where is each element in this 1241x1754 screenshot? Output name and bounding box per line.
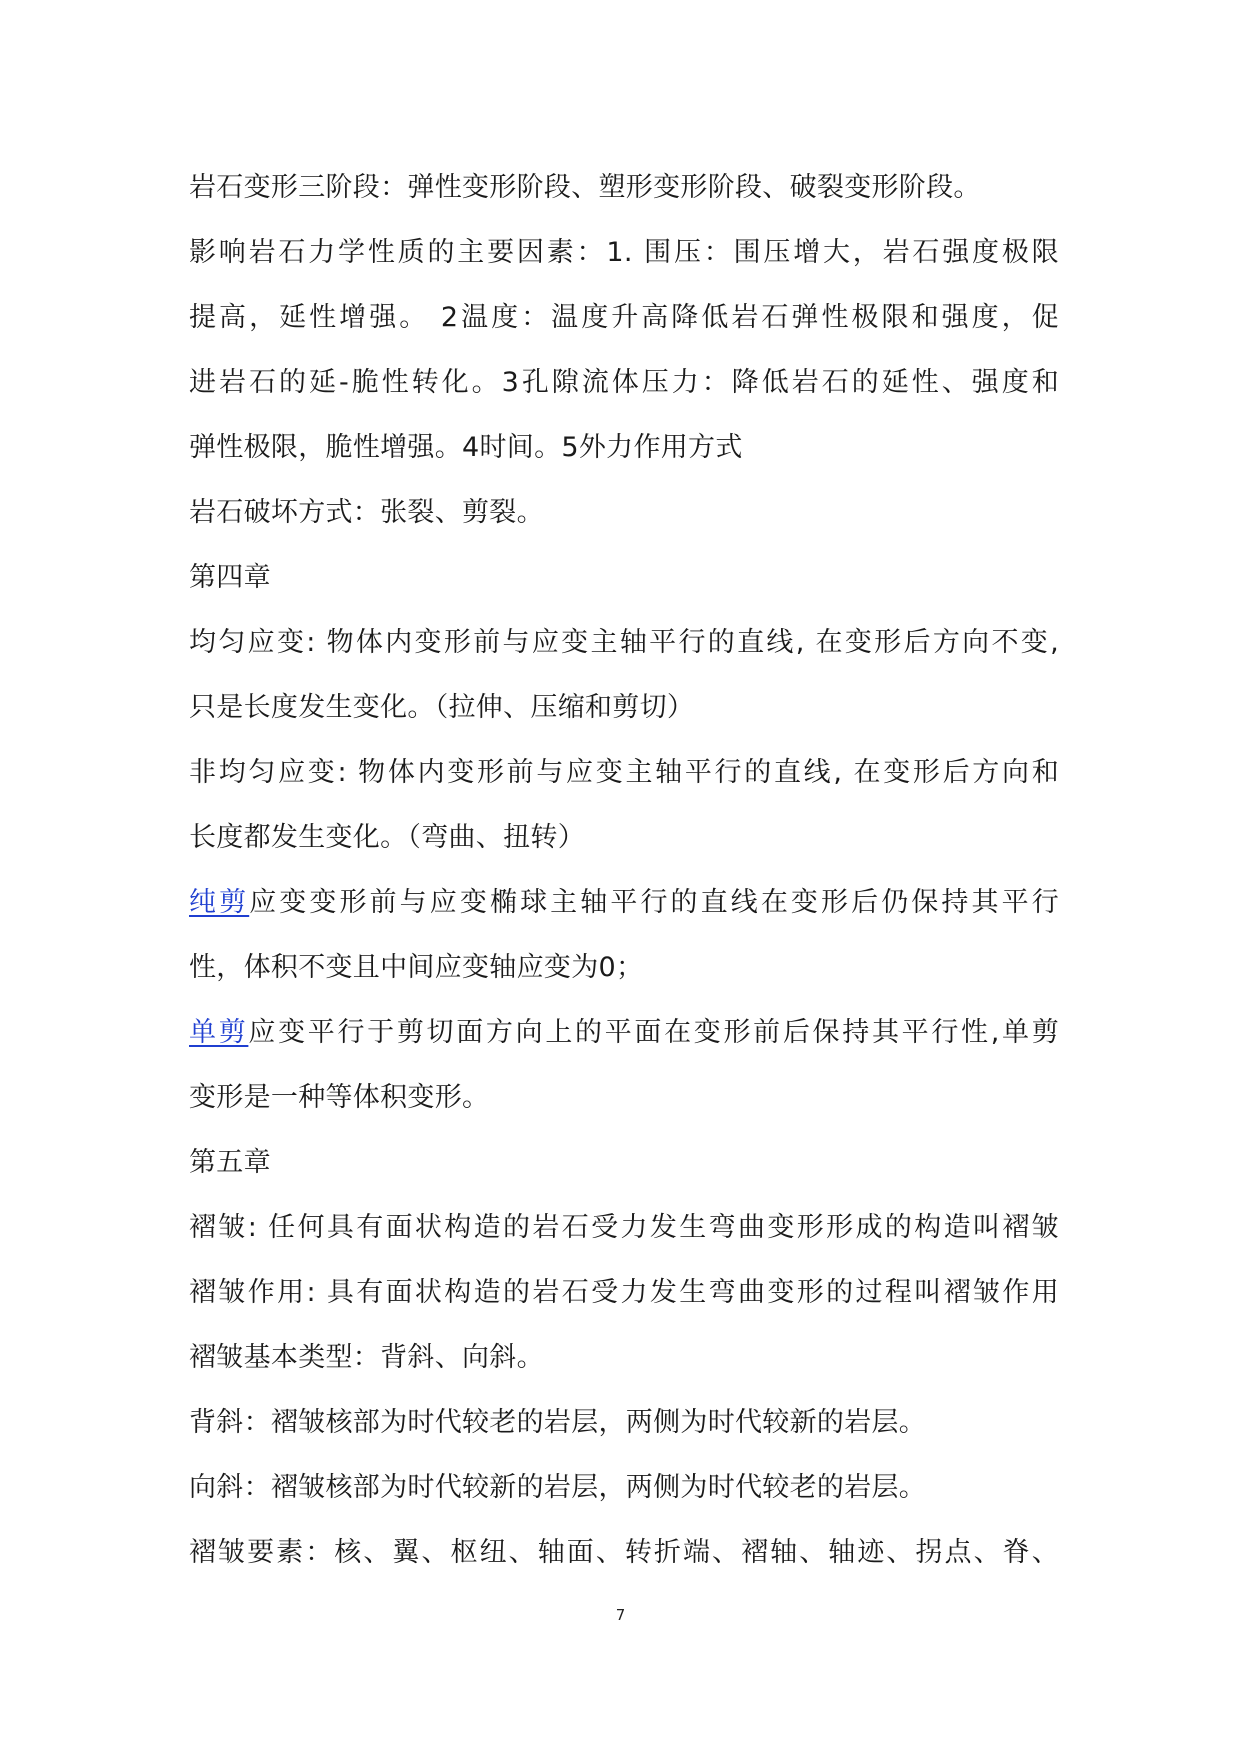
- text-line-folding-definition: 褶皱作用: 具有面状构造的岩石受力发生弯曲变形的过程叫褶皱作用: [189, 1277, 1059, 1308]
- text-line-fold-elements: 褶皱要素：核、翼、枢纽、轴面、转折端、褶轴、轴迹、拐点、脊、: [189, 1537, 1059, 1568]
- text-line-heterogeneous-strain: 非均匀应变: 物体内变形前与应变主轴平行的直线, 在变形后方向和: [189, 757, 1059, 788]
- text-line-pure-shear: [189, 870, 1059, 935]
- text-line-homogeneous-strain-cont: 只是长度发生变化。（拉伸、压缩和剪切）: [189, 692, 695, 723]
- chapter-heading-4: 第四章: [189, 562, 271, 593]
- simple-shear-link[interactable]: 单剪: [189, 1017, 249, 1048]
- pure-shear-text: 应变变形前与应变椭球主轴平行的直线在变形后仍保持其平行: [249, 887, 1059, 918]
- text-line-pure-shear-cont: 性，体积不变且中间应变轴应变为0；: [189, 952, 644, 983]
- pure-shear-link[interactable]: 纯剪: [189, 887, 250, 918]
- text-line-anticline: 背斜：褶皱核部为时代较老的岩层，两侧为时代较新的岩层。: [189, 1407, 927, 1438]
- page-number: 7: [615, 1606, 626, 1624]
- text-line-simple-shear-cont: 变形是一种等体积变形。: [189, 1082, 490, 1113]
- chapter-heading-5: 第五章: [189, 1147, 271, 1178]
- page-body: [189, 155, 1059, 1585]
- text-line-syncline: 向斜：褶皱核部为时代较新的岩层，两侧为时代较老的岩层。: [189, 1472, 927, 1503]
- simple-shear-text: 应变平行于剪切面方向上的平面在变形前后保持其平行性,单剪: [248, 1017, 1059, 1048]
- text-line-heterogeneous-strain-cont: 长度都发生变化。（弯曲、扭转）: [189, 822, 585, 853]
- text-line-simple-shear: [189, 1000, 1059, 1065]
- text-line-influencing-factors: 影响岩石力学性质的主要因素：1. 围压：围压增大，岩石强度极限: [189, 237, 1059, 268]
- text-line-fold-types: 褶皱基本类型：背斜、向斜。: [189, 1342, 544, 1373]
- text-line-homogeneous-strain: 均匀应变: 物体内变形前与应变主轴平行的直线, 在变形后方向不变,: [189, 627, 1059, 658]
- text-line-fold-definition: 褶皱: 任何具有面状构造的岩石受力发生弯曲变形形成的构造叫褶皱: [189, 1212, 1059, 1243]
- text-line-deformation-stages: 岩石变形三阶段：弹性变形阶段、塑形变形阶段、破裂变形阶段。: [189, 172, 981, 203]
- text-line-time-force: 弹性极限，脆性增强。4时间。5外力作用方式: [189, 432, 743, 463]
- text-line-pore-pressure: 进岩石的延-脆性转化。3孔隙流体压力：降低岩石的延性、强度和: [189, 367, 1059, 398]
- text-line-temperature: 提高，延性增强。 2温度：温度升高降低岩石弹性极限和强度，促: [189, 302, 1059, 333]
- text-line-failure-modes: 岩石破坏方式：张裂、剪裂。: [189, 497, 544, 528]
